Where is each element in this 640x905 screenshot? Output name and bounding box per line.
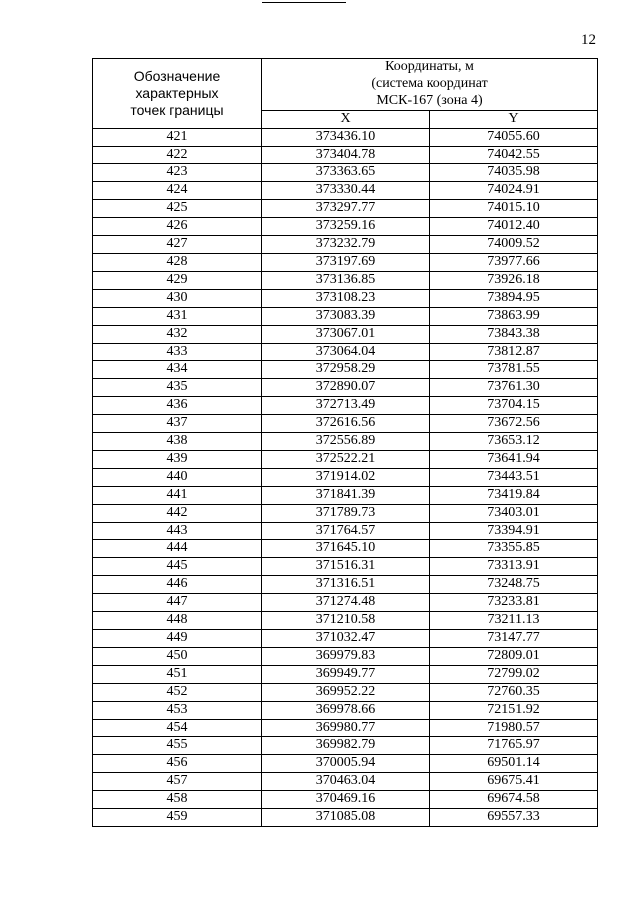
cell-x: 373067.01	[262, 325, 430, 343]
table-row	[93, 504, 598, 522]
table-row	[93, 719, 598, 737]
cell-x: 371789.73	[262, 504, 430, 522]
cell-y: 72760.35	[430, 683, 598, 701]
header-coords-line-1: Координаты, м	[385, 59, 474, 74]
cell-x: 373136.85	[262, 271, 430, 289]
header-row-main	[93, 59, 598, 111]
cell-x: 373259.16	[262, 218, 430, 236]
cell-y: 73313.91	[430, 558, 598, 576]
cell-y: 73248.75	[430, 576, 598, 594]
top-rule	[262, 2, 346, 3]
table-row	[93, 200, 598, 218]
cell-y: 69501.14	[430, 755, 598, 773]
cell-point-number: 421	[93, 128, 262, 146]
table-header	[93, 59, 598, 129]
cell-point-number: 426	[93, 218, 262, 236]
cell-x: 372713.49	[262, 397, 430, 415]
cell-y: 73147.77	[430, 630, 598, 648]
header-y: Y	[430, 110, 598, 128]
table-row	[93, 325, 598, 343]
cell-point-number: 447	[93, 594, 262, 612]
cell-point-number: 428	[93, 253, 262, 271]
header-coordinates	[262, 59, 598, 111]
table-row	[93, 468, 598, 486]
table-row	[93, 450, 598, 468]
table-row	[93, 415, 598, 433]
cell-y: 72809.01	[430, 647, 598, 665]
cell-x: 370469.16	[262, 791, 430, 809]
cell-point-number: 457	[93, 773, 262, 791]
cell-x: 371841.39	[262, 486, 430, 504]
cell-y: 73863.99	[430, 307, 598, 325]
cell-x: 370005.94	[262, 755, 430, 773]
cell-y: 73211.13	[430, 612, 598, 630]
cell-x: 373083.39	[262, 307, 430, 325]
cell-x: 369952.22	[262, 683, 430, 701]
cell-y: 74015.10	[430, 200, 598, 218]
header-coords-line-3: МСК-167 (зона 4)	[376, 92, 483, 108]
cell-x: 371914.02	[262, 468, 430, 486]
cell-x: 371764.57	[262, 522, 430, 540]
table-row	[93, 791, 598, 809]
cell-x: 373436.10	[262, 128, 430, 146]
table-row	[93, 701, 598, 719]
table-row	[93, 594, 598, 612]
cell-x: 372958.29	[262, 361, 430, 379]
cell-point-number: 448	[93, 612, 262, 630]
cell-point-number: 441	[93, 486, 262, 504]
cell-x: 372522.21	[262, 450, 430, 468]
table-row	[93, 307, 598, 325]
table-row	[93, 486, 598, 504]
cell-point-number: 451	[93, 665, 262, 683]
cell-y: 73926.18	[430, 271, 598, 289]
cell-point-number: 445	[93, 558, 262, 576]
cell-y: 69557.33	[430, 809, 598, 827]
cell-y: 73672.56	[430, 415, 598, 433]
cell-x: 369978.66	[262, 701, 430, 719]
cell-point-number: 437	[93, 415, 262, 433]
cell-point-number: 442	[93, 504, 262, 522]
cell-point-number: 456	[93, 755, 262, 773]
table-row	[93, 361, 598, 379]
cell-point-number: 424	[93, 182, 262, 200]
table-row	[93, 397, 598, 415]
cell-x: 373064.04	[262, 343, 430, 361]
cell-y: 74055.60	[430, 128, 598, 146]
cell-y: 73641.94	[430, 450, 598, 468]
cell-x: 372616.56	[262, 415, 430, 433]
table-row	[93, 665, 598, 683]
cell-point-number: 422	[93, 146, 262, 164]
table-row	[93, 128, 598, 146]
table-row	[93, 236, 598, 254]
table-row	[93, 146, 598, 164]
table-row	[93, 737, 598, 755]
table-row	[93, 182, 598, 200]
cell-point-number: 429	[93, 271, 262, 289]
cell-point-number: 435	[93, 379, 262, 397]
table-row	[93, 271, 598, 289]
table-row	[93, 612, 598, 630]
cell-x: 369949.77	[262, 665, 430, 683]
cell-y: 73704.15	[430, 397, 598, 415]
table-row	[93, 218, 598, 236]
cell-y: 73443.51	[430, 468, 598, 486]
cell-y: 74024.91	[430, 182, 598, 200]
cell-y: 73894.95	[430, 289, 598, 307]
cell-y: 73781.55	[430, 361, 598, 379]
cell-point-number: 458	[93, 791, 262, 809]
cell-point-number: 452	[93, 683, 262, 701]
table-row	[93, 522, 598, 540]
cell-y: 74012.40	[430, 218, 598, 236]
cell-point-number: 440	[93, 468, 262, 486]
cell-point-number: 431	[93, 307, 262, 325]
cell-y: 74009.52	[430, 236, 598, 254]
header-point-designation	[93, 59, 262, 129]
cell-y: 73394.91	[430, 522, 598, 540]
cell-point-number: 425	[93, 200, 262, 218]
table-row	[93, 253, 598, 271]
cell-x: 373108.23	[262, 289, 430, 307]
cell-point-number: 439	[93, 450, 262, 468]
table-row	[93, 540, 598, 558]
cell-point-number: 432	[93, 325, 262, 343]
cell-y: 71980.57	[430, 719, 598, 737]
cell-x: 370463.04	[262, 773, 430, 791]
cell-x: 373197.69	[262, 253, 430, 271]
table-row	[93, 289, 598, 307]
cell-y: 71765.97	[430, 737, 598, 755]
header-x: X	[262, 110, 430, 128]
table-body	[93, 128, 598, 826]
table-row	[93, 576, 598, 594]
cell-x: 373297.77	[262, 200, 430, 218]
cell-x: 371316.51	[262, 576, 430, 594]
table-row	[93, 683, 598, 701]
cell-point-number: 430	[93, 289, 262, 307]
cell-point-number: 427	[93, 236, 262, 254]
cell-point-number: 423	[93, 164, 262, 182]
cell-y: 73977.66	[430, 253, 598, 271]
cell-x: 372890.07	[262, 379, 430, 397]
cell-point-number: 443	[93, 522, 262, 540]
cell-x: 373363.65	[262, 164, 430, 182]
table-row	[93, 343, 598, 361]
cell-point-number: 446	[93, 576, 262, 594]
table-row	[93, 809, 598, 827]
table-row	[93, 755, 598, 773]
cell-x: 371516.31	[262, 558, 430, 576]
cell-y: 74035.98	[430, 164, 598, 182]
cell-y: 73653.12	[430, 433, 598, 451]
table-row	[93, 433, 598, 451]
cell-x: 372556.89	[262, 433, 430, 451]
table-row	[93, 773, 598, 791]
coordinates-table	[92, 58, 598, 827]
cell-y: 73403.01	[430, 504, 598, 522]
header-point-line-2: характерных	[135, 84, 219, 101]
table-row	[93, 630, 598, 648]
cell-point-number: 433	[93, 343, 262, 361]
cell-point-number: 436	[93, 397, 262, 415]
cell-x: 373404.78	[262, 146, 430, 164]
cell-point-number: 438	[93, 433, 262, 451]
cell-x: 369982.79	[262, 737, 430, 755]
table-row	[93, 379, 598, 397]
cell-point-number: 454	[93, 719, 262, 737]
cell-y: 72799.02	[430, 665, 598, 683]
cell-x: 373232.79	[262, 236, 430, 254]
table-row	[93, 647, 598, 665]
cell-point-number: 459	[93, 809, 262, 827]
cell-y: 72151.92	[430, 701, 598, 719]
table-row	[93, 164, 598, 182]
cell-y: 73761.30	[430, 379, 598, 397]
table-row	[93, 558, 598, 576]
cell-point-number: 444	[93, 540, 262, 558]
header-point-line-3: точек границы	[130, 101, 224, 118]
cell-y: 73233.81	[430, 594, 598, 612]
cell-y: 69675.41	[430, 773, 598, 791]
cell-y: 73843.38	[430, 325, 598, 343]
cell-y: 74042.55	[430, 146, 598, 164]
cell-x: 371645.10	[262, 540, 430, 558]
cell-y: 73419.84	[430, 486, 598, 504]
cell-y: 73355.85	[430, 540, 598, 558]
header-coords-line-2: (система координат	[371, 75, 488, 91]
cell-point-number: 450	[93, 647, 262, 665]
header-point-line-1: Обозначение	[133, 67, 221, 84]
cell-point-number: 449	[93, 630, 262, 648]
cell-x: 371032.47	[262, 630, 430, 648]
page-number: 12	[581, 32, 596, 48]
cell-x: 369979.83	[262, 647, 430, 665]
cell-point-number: 434	[93, 361, 262, 379]
cell-x: 371210.58	[262, 612, 430, 630]
cell-x: 371085.08	[262, 809, 430, 827]
cell-x: 373330.44	[262, 182, 430, 200]
cell-y: 69674.58	[430, 791, 598, 809]
cell-y: 73812.87	[430, 343, 598, 361]
cell-x: 369980.77	[262, 719, 430, 737]
cell-x: 371274.48	[262, 594, 430, 612]
cell-point-number: 453	[93, 701, 262, 719]
cell-point-number: 455	[93, 737, 262, 755]
